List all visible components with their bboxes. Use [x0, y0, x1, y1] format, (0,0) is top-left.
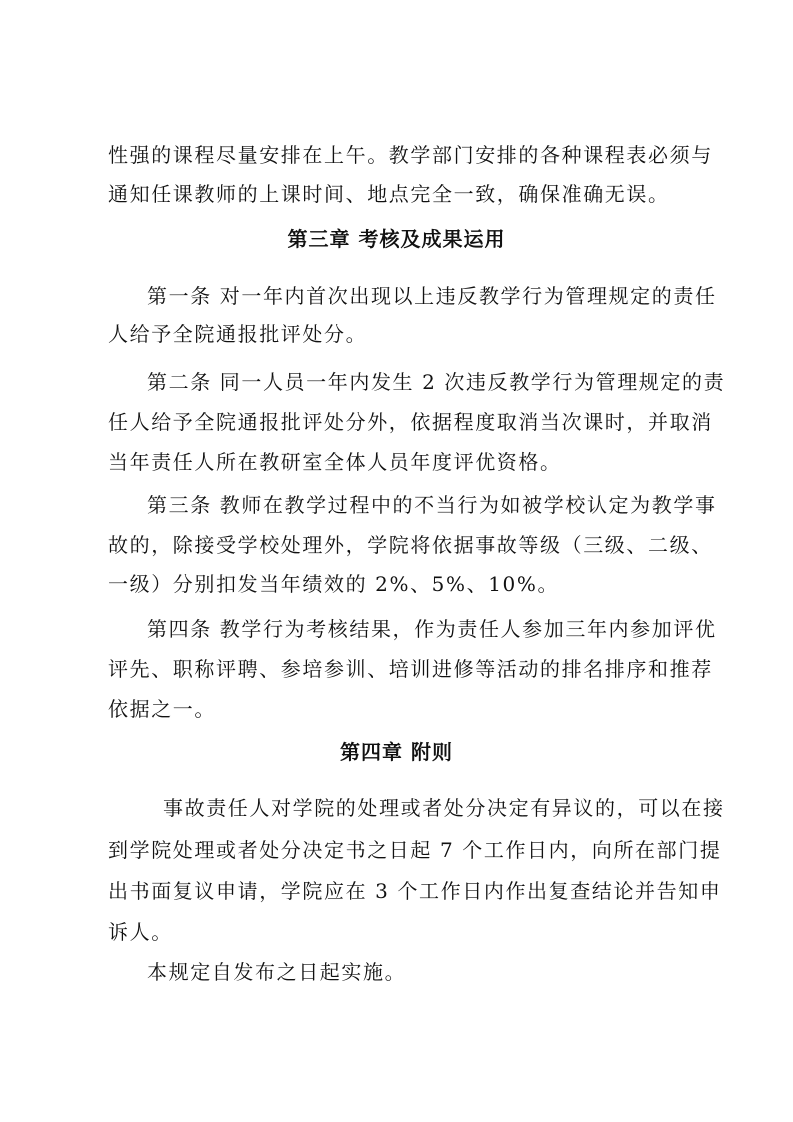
- article-4-line-2: 评先、职称评聘、参培参训、培训进修等活动的排名排序和推荐: [108, 657, 713, 681]
- article-3-line-3: 一级）分别扣发当年绩效的 2%、5%、10%。: [108, 572, 560, 596]
- appeal-line-1: 事故责任人对学院的处理或者处分决定有异议的，可以在接: [163, 796, 725, 820]
- appeal-line-3: 出书面复议申请，学院应在 3 个工作日内作出复查结论并告知申: [108, 879, 722, 903]
- effective-date-line: 本规定自发布之日起实施。: [147, 960, 407, 984]
- appeal-line-2: 到学院处理或者处分决定书之日起 7 个工作日内，向所在部门提: [108, 838, 722, 862]
- continuation-line-2: 通知任课教师的上课时间、地点完全一致，确保准确无误。: [108, 182, 670, 206]
- article-2-line-3: 当年责任人所在教研室全体人员年度评优资格。: [108, 450, 562, 474]
- appeal-line-4: 诉人。: [108, 920, 173, 944]
- article-4-line-3: 依据之一。: [108, 697, 216, 721]
- article-2-line-2: 任人给予全院通报批评处分外，依据程度取消当次课时，并取消: [108, 410, 713, 434]
- article-1-line-2: 人给予全院通报批评处分。: [108, 322, 368, 346]
- chapter-4-heading: 第四章 附则: [340, 740, 453, 764]
- article-2-line-1: 第二条 同一人员一年内发生 2 次违反教学行为管理规定的责: [147, 370, 726, 394]
- article-4-line-1: 第四条 教学行为考核结果，作为责任人参加三年内参加评优: [147, 617, 717, 641]
- article-1-line-1: 第一条 对一年内首次出现以上违反教学行为管理规定的责任: [147, 284, 717, 308]
- chapter-3-heading: 第三章 考核及成果运用: [287, 227, 506, 251]
- continuation-line-1: 性强的课程尽量安排在上午。教学部门安排的各种课程表必须与: [108, 143, 713, 167]
- article-3-line-2: 故的，除接受学校处理外，学院将依据事故等级（三级、二级、: [108, 533, 713, 557]
- article-3-line-1: 第三条 教师在教学过程中的不当行为如被学校认定为教学事: [147, 493, 717, 517]
